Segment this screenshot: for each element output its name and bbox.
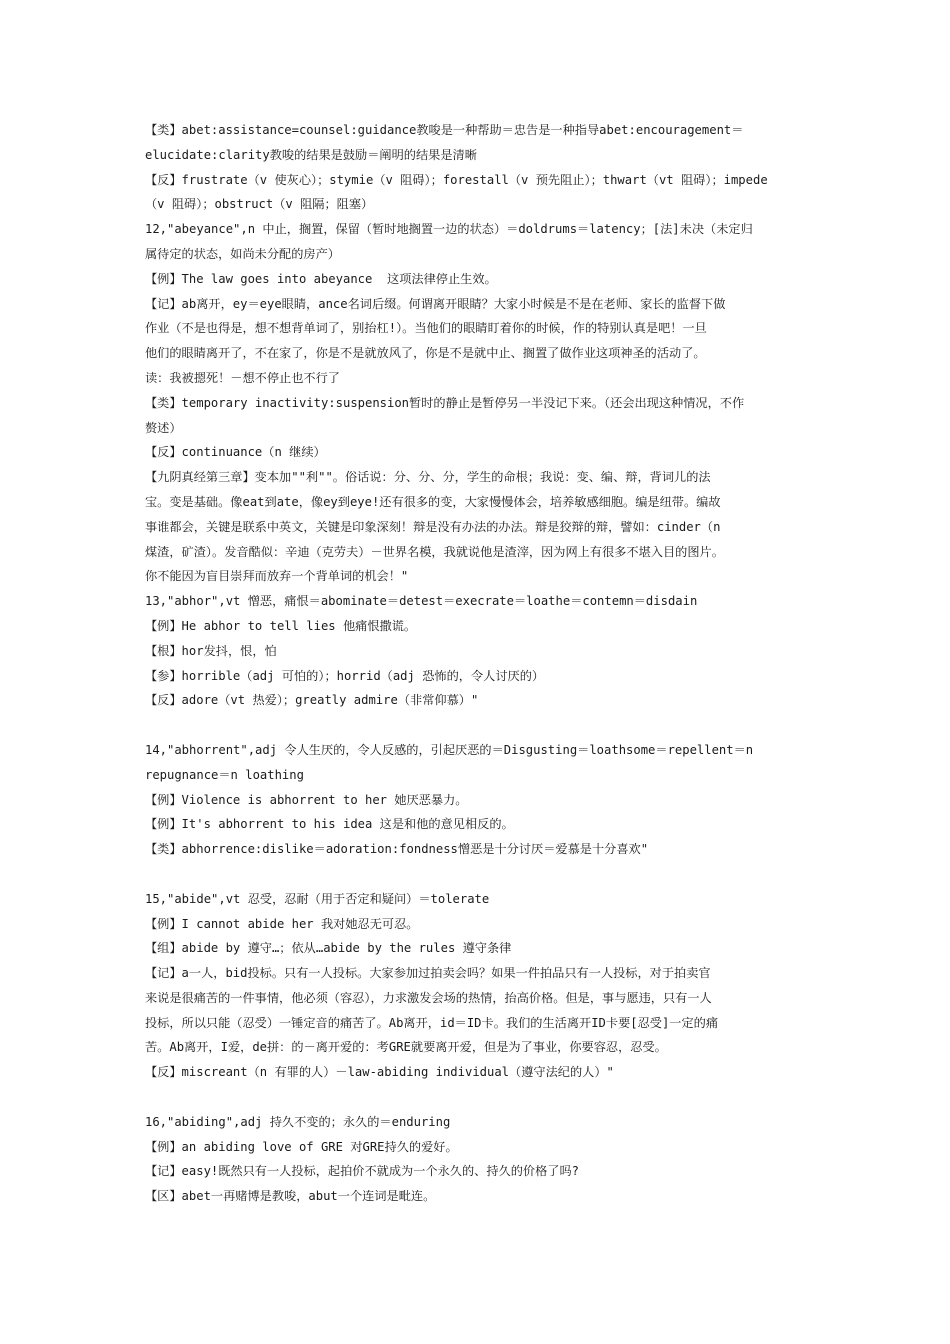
text-line: 【例】an abiding love of GRE 对GRE持久的爱好。 bbox=[145, 1139, 458, 1154]
blank-line bbox=[145, 862, 810, 887]
text-line: 【例】He abhor to tell lies 他痛恨撒谎。 bbox=[145, 618, 417, 633]
text-line: 【九阴真经第三章】变本加""利""。俗话说：分、分、分，学生的命根；我说：变、编、辩，背词儿的法 bbox=[145, 470, 711, 485]
text-line: 16,"abiding",adj 持久不变的；永久的＝enduring bbox=[145, 1114, 451, 1129]
text-line: 苦。Ab离开，I爱，de拼：的－离开爱的：考GRE就要离开爱，但是为了事业，你要容忍，忍受。 bbox=[145, 1040, 667, 1055]
text-line: 读：我被摁死！－想不停止也不行了 bbox=[145, 370, 340, 385]
text-line: 投标，所以只能（忍受）一锤定音的痛苦了。Ab离开，id＝ID卡。我们的生活离开ID卡要[忍受]一定的痛 bbox=[145, 1015, 719, 1030]
text-line: 他们的眼睛离开了，不在家了，你是不是就放风了，你是不是就中止、搁置了做作业这项神圣的活动了。 bbox=[145, 346, 706, 361]
text-line: 【类】temporary inactivity:suspension暂时的静止是暂停另一半没记下来。（还会出现这种情况，不作 bbox=[145, 395, 745, 410]
text-line: 宝。变是基础。像eat到ate，像ey到eye!还有很多的变，大家慢慢体会，培养敏感细胞。编是纽带。编故 bbox=[145, 494, 721, 509]
text-line: 14,"abhorrent",adj 令人生厌的，令人反感的，引起厌恶的＝Disgusting＝loathsome＝repellent＝n bbox=[145, 742, 754, 757]
text-line: 13,"abhor",vt 憎恶，痛恨＝abominate＝detest＝execrate＝loathe＝contemn＝disdain bbox=[145, 594, 698, 609]
text-line: 赘述） bbox=[145, 420, 182, 435]
text-line: 你不能因为盲目崇拜而放弃一个背单词的机会！" bbox=[145, 569, 409, 584]
text-line: elucidate:clarity教唆的结果是鼓励＝阐明的结果是清晰 bbox=[145, 147, 477, 162]
text-line: 【类】abet:assistance=counsel:guidance教唆是一种帮助＝忠告是一种指导abet:encouragement＝ bbox=[145, 123, 744, 137]
text-line: 【例】I cannot abide her 我对她忍无可忍。 bbox=[145, 916, 419, 931]
text-line: 【反】adore（vt 热爱）；greatly admire（非常仰慕）" bbox=[145, 693, 479, 708]
text-line: 【组】abide by 遵守…；依从…abide by the rules 遵守条律 bbox=[145, 941, 512, 956]
blank-line bbox=[145, 1085, 810, 1110]
text-line: 15,"abide",vt 忍受，忍耐（用于否定和疑问）＝tolerate bbox=[145, 891, 490, 906]
blank-line bbox=[145, 713, 810, 738]
text-line: 【记】ab离开，ey＝eye眼睛，ance名词后缀。何谓离开眼睛？大家小时候是不是在老师、家长的监督下做 bbox=[145, 296, 726, 311]
text-line: 来说是很痛苦的一件事情，他必须（容忍），力求激发会场的热情，抬高价格。但是，事与愿违，只有一人 bbox=[145, 990, 712, 1005]
text-line: 【反】frustrate（v 使灰心）；stymie（v 阻碍）；forestall（v 预先阻止）；thwart（vt 阻碍）；impede bbox=[145, 172, 768, 187]
text-line: 【区】abet一再赌博是教唆，abut一个连词是毗连。 bbox=[145, 1189, 436, 1204]
text-line: 【根】hor发抖，恨，怕 bbox=[145, 643, 277, 658]
text-line: 【反】miscreant（n 有罪的人）－law-abiding individual（遵守法纪的人）" bbox=[145, 1065, 614, 1080]
text-line: 作业（不是也得是，想不想背单词了，别抬杠!）。当他们的眼睛盯着你的时候，作的特别认真是吧！一旦 bbox=[145, 321, 707, 336]
text-line: 【反】continuance（n 继续） bbox=[145, 445, 326, 460]
text-line: 12,"abeyance",n 中止，搁置，保留（暂时地搁置一边的状态）＝doldrums＝latency；[法]未决（未定归 bbox=[145, 222, 753, 237]
text-line: 【例】The law goes into abeyance 这项法律停止生效。 bbox=[145, 271, 497, 286]
text-line: （v 阻碍）；obstruct（v 阻隔；阻塞） bbox=[145, 197, 374, 212]
text-line: repugnance＝n loathing bbox=[145, 767, 304, 782]
text-line: 【例】Violence is abhorrent to her 她厌恶暴力。 bbox=[145, 792, 468, 807]
document-body bbox=[145, 118, 810, 1209]
text-line: 【例】It's abhorrent to his idea 这是和他的意见相反的。 bbox=[145, 817, 514, 832]
text-line: 【参】horrible（adj 可怕的）；horrid（adj 恐怖的，令人讨厌的） bbox=[145, 668, 545, 683]
text-line: 【记】a一人，bid投标。只有一人投标。大家参加过拍卖会吗？如果一件拍品只有一人投标，对于拍卖官 bbox=[145, 966, 711, 981]
text-line: 属待定的状态，如尚未分配的房产） bbox=[145, 246, 340, 261]
text-line: 【类】abhorrence:dislike＝adoration:fondness憎恶是十分讨厌＝爱慕是十分喜欢" bbox=[145, 842, 649, 857]
text-line: 煤渣，矿渣）。发音酷似：辛迪（克劳夫）－世界名模，我就说他是渣滓，因为网上有很多不堪入目的图片。 bbox=[145, 544, 724, 559]
text-line: 【记】easy!既然只有一人投标，起拍价不就成为一个永久的、持久的价格了吗? bbox=[145, 1164, 580, 1179]
text-line: 事谁都会，关键是联系中英文，关键是印象深刻！辩是没有办法的办法。辩是狡辩的辩，譬如：cinder（n bbox=[145, 519, 721, 534]
